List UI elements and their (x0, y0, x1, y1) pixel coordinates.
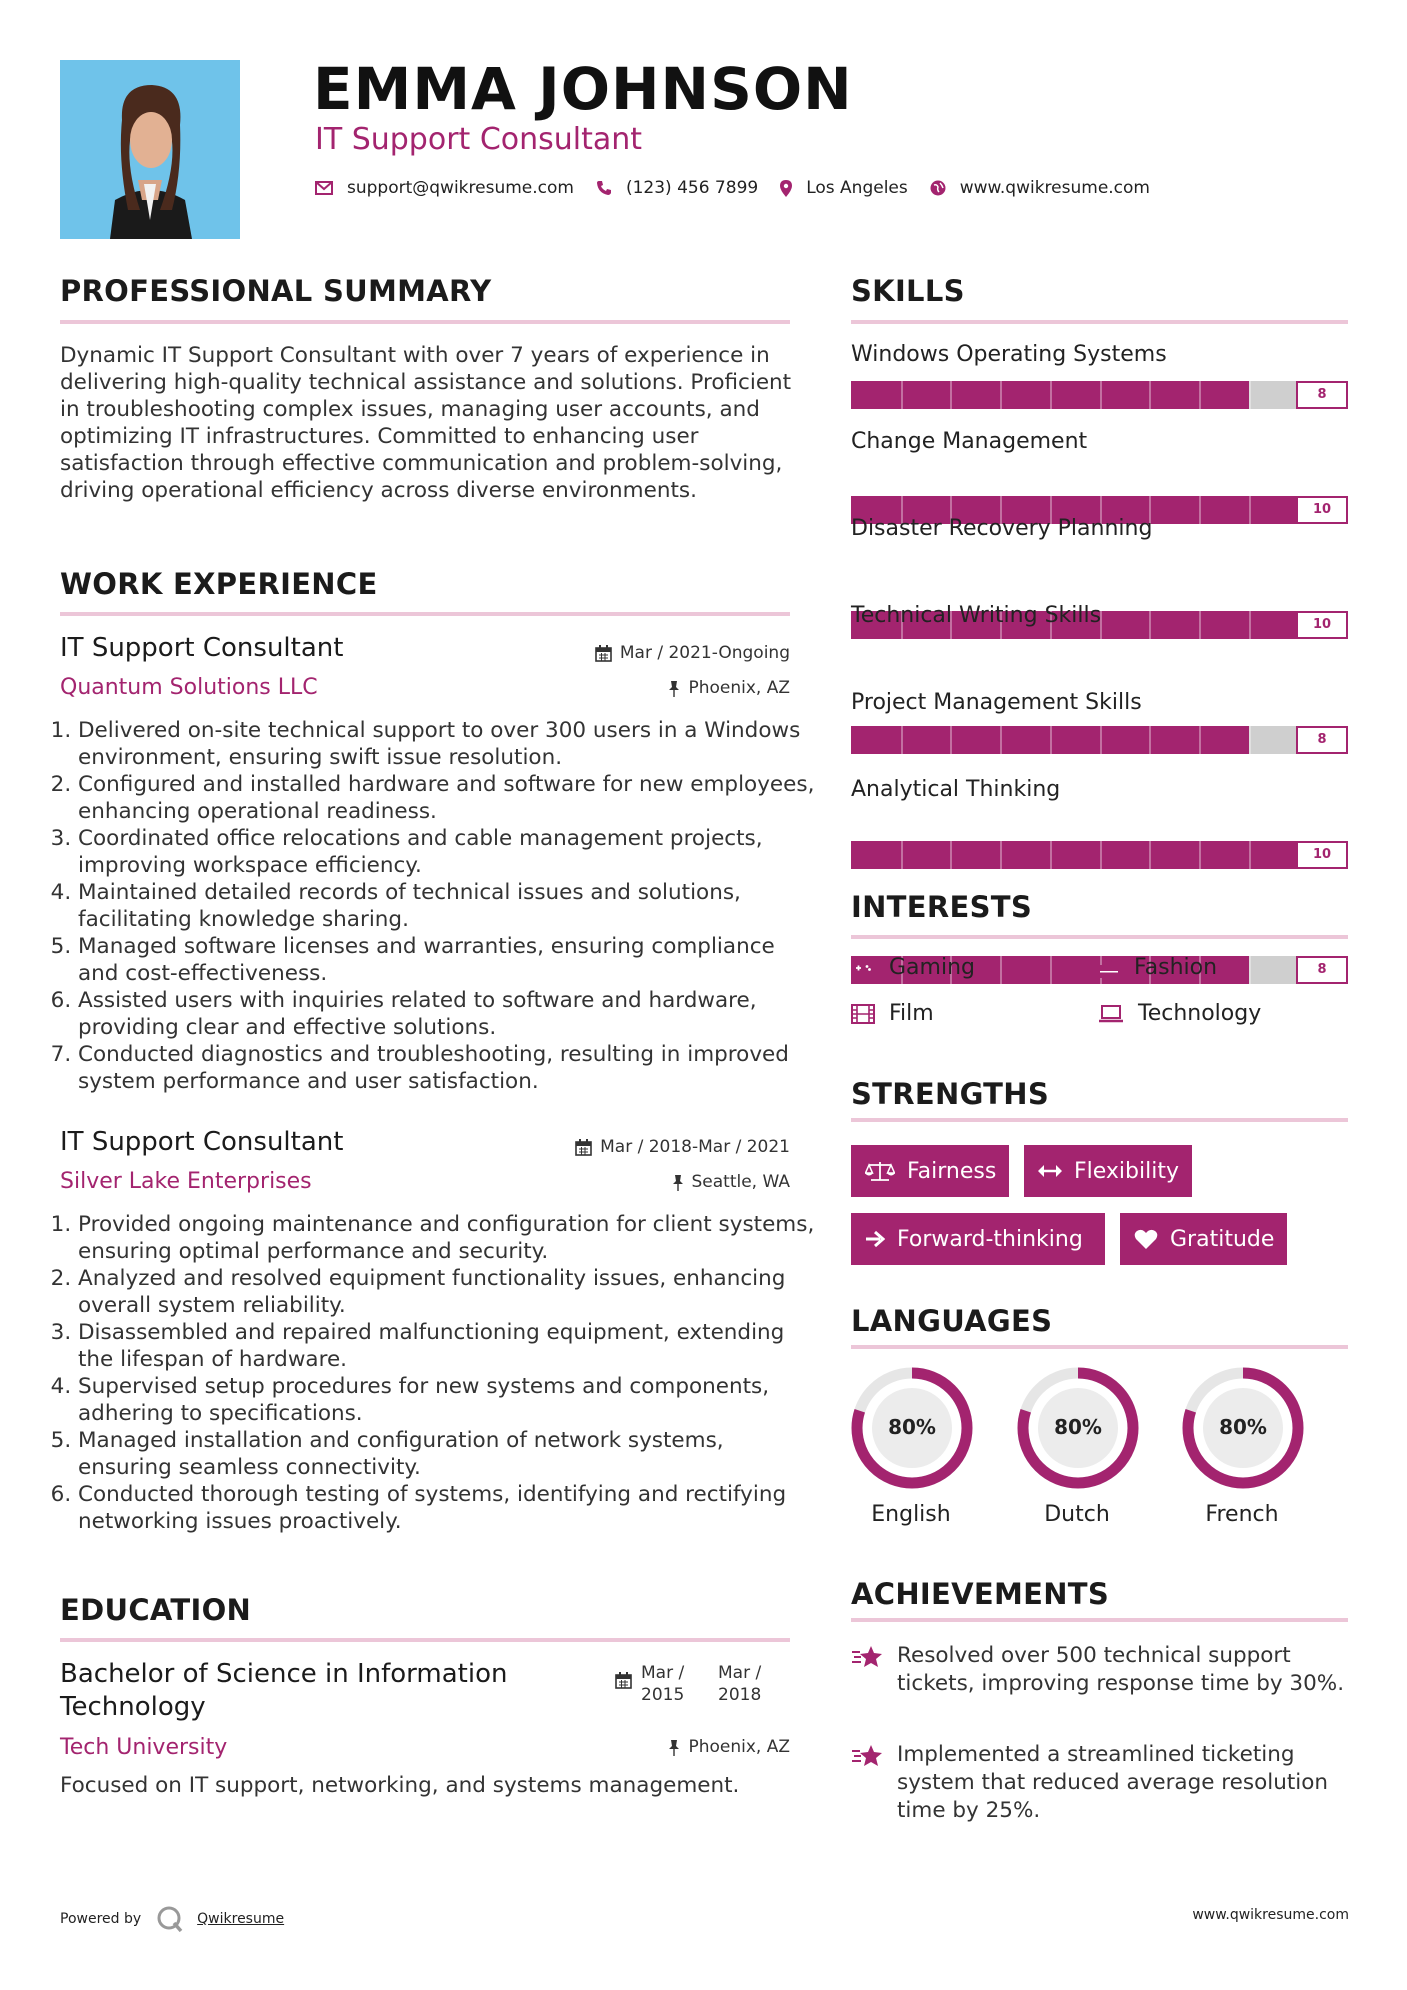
skill-bar-segment (1249, 381, 1251, 409)
skill-bar-segment (1199, 496, 1201, 524)
language-ring (1182, 1367, 1304, 1489)
pushpin-icon (668, 1739, 680, 1756)
skill-bar-segment (1149, 611, 1151, 639)
list-item: 3. Disassembled and repaired malfunctioning equipment, extending the lifespan of hardware. (78, 1319, 818, 1373)
summary-title: PROFESSIONAL SUMMARY (60, 274, 492, 308)
job-title: IT Support Consultant (60, 633, 344, 663)
gamepad-icon (851, 960, 875, 976)
job-dates-text: Mar / 2021-Ongoing (619, 643, 790, 663)
skill-bar-segment (1100, 381, 1102, 409)
skill-bar-segment (1050, 841, 1052, 869)
skill-bar-segment (1199, 841, 1201, 869)
education-title: EDUCATION (60, 1593, 252, 1627)
laptop-icon (1098, 1005, 1124, 1023)
profile-photo (60, 60, 240, 239)
experience-title: WORK EXPERIENCE (60, 567, 378, 601)
footer-website[interactable]: www.qwikresume.com (1192, 1907, 1349, 1923)
start-year: 2015 (641, 1685, 685, 1705)
achievement-text: Implemented a streamlined ticketing system that reduced average resolution time by 25%. (897, 1742, 1329, 1823)
interest-gaming (851, 955, 975, 980)
achievements-title: ACHIEVEMENTS (851, 1577, 1110, 1611)
strength-fairness (851, 1145, 1009, 1197)
skill-bar-segment (1249, 841, 1251, 869)
skill-score: 10 (1296, 841, 1348, 869)
list-item: 3. Coordinated office relocations and cable management projects, improving workspace efficiency. (78, 825, 818, 879)
skill-label: Windows Operating Systems (851, 342, 1167, 367)
language-label: Dutch (1044, 1502, 1110, 1527)
job-dates-text: Mar / 2018-Mar / 2021 (600, 1137, 790, 1157)
skill-bar (851, 381, 1348, 409)
map-pin-icon (780, 180, 792, 197)
skill-score: 10 (1296, 496, 1348, 524)
calendar-icon (615, 1672, 632, 1693)
arrows-horizontal-icon (1038, 1164, 1062, 1178)
list-item: 6. Assisted users with inquiries related to software and hardware, providing clear and effective solutions. (78, 987, 818, 1041)
contact-location: Los Angeles (806, 178, 908, 198)
job-location-text: Phoenix, AZ (688, 678, 790, 698)
education-description: Focused on IT support, networking, and systems management. (60, 1773, 740, 1798)
skill-bar-segment (1249, 496, 1251, 524)
skill-bar-segment (1249, 611, 1251, 639)
end-month: Mar / (718, 1663, 762, 1683)
skill-bar-segment (901, 841, 903, 869)
skill-label: Technical Writing Skills (851, 603, 1102, 628)
end-year: 2018 (718, 1685, 762, 1705)
language-label: French (1205, 1502, 1279, 1527)
section-divider (851, 1345, 1348, 1349)
skill-bar-segment (1050, 381, 1052, 409)
degree-line-2: Technology (60, 1692, 206, 1722)
skill-bar-segment (1199, 381, 1201, 409)
list-item: 5. Managed software licenses and warranties, ensuring compliance and cost-effectiveness. (78, 933, 818, 987)
skill-bar (851, 841, 1348, 869)
footer-brand-link[interactable]: Qwikresume (197, 1911, 285, 1927)
start-month: Mar / (641, 1663, 685, 1683)
skill-label: Disaster Recovery Planning (851, 516, 1153, 541)
achievement-item (851, 1741, 1351, 1825)
list-item: 5. Managed installation and configuration of network systems, ensuring seamless connectivity. (78, 1427, 818, 1481)
strength-gratitude (1120, 1213, 1287, 1265)
skill-score: 8 (1296, 381, 1348, 409)
skill-bar-segment (950, 381, 952, 409)
list-item: 1. Provided ongoing maintenance and configuration for client systems, ensuring optimal performance and security. (78, 1211, 818, 1265)
skill-bar-segment (1249, 726, 1251, 754)
education-location-text: Phoenix, AZ (688, 1737, 790, 1757)
language-percent: 80% (1219, 1415, 1267, 1439)
contact-phone[interactable]: (123) 456 7899 (625, 178, 759, 198)
envelope-icon (315, 181, 333, 195)
skill-bar-segment (1000, 381, 1002, 409)
qwikresume-logo-icon (155, 1904, 185, 1934)
interest-label: Film (889, 1001, 934, 1026)
section-divider (851, 1118, 1348, 1122)
strength-label: Gratitude (1170, 1226, 1275, 1252)
candidate-role: IT Support Consultant (315, 122, 643, 157)
degree-line-1: Bachelor of Science in Information (60, 1659, 508, 1689)
phone-icon (596, 180, 612, 196)
contact-email[interactable]: support@qwikresume.com (347, 178, 574, 198)
strength-forward-thinking (851, 1213, 1105, 1265)
section-divider (60, 320, 790, 324)
job-location (490, 678, 790, 698)
strength-label: Fairness (907, 1158, 997, 1184)
powered-by-text: Powered by (60, 1911, 142, 1927)
list-item: 7. Conducted diagnostics and troubleshooting, resulting in improved system performance and user satisfaction. (78, 1041, 818, 1095)
list-item: 6. Conducted thorough testing of systems, identifying and rectifying networking issues proactively. (78, 1481, 818, 1535)
skill-bar-segment (1000, 956, 1002, 984)
pushpin-icon (668, 680, 680, 697)
globe-icon (930, 180, 946, 196)
contact-website[interactable]: www.qwikresume.com (959, 178, 1150, 198)
skill-bar-segment (1100, 841, 1102, 869)
language-ring (1017, 1367, 1139, 1489)
skill-bar-segment (1149, 841, 1151, 869)
achievement-text: Resolved over 500 technical support tickets, improving response time by 30%. (897, 1643, 1345, 1696)
skill-bar-segment (1100, 726, 1102, 754)
skill-bar (851, 726, 1348, 754)
skill-score: 10 (1296, 611, 1348, 639)
skill-label: Change Management (851, 429, 1088, 454)
education-start-date (641, 1662, 684, 1706)
skill-label: Analytical Thinking (851, 777, 1061, 802)
language-label: English (871, 1502, 951, 1527)
skill-bar-segment (1149, 726, 1151, 754)
company-name: Silver Lake Enterprises (60, 1169, 312, 1194)
skill-score: 8 (1296, 956, 1348, 984)
skill-bar-segment (1199, 726, 1201, 754)
heart-icon (1134, 1229, 1158, 1250)
skill-bar-segment (1050, 956, 1052, 984)
job-bullets (60, 717, 818, 1095)
interest-fashion (1098, 955, 1217, 980)
job-location (490, 1172, 790, 1192)
skill-bar-segment (1050, 726, 1052, 754)
education-end-date (718, 1662, 761, 1706)
interest-label: Gaming (889, 955, 975, 980)
job-dates (490, 643, 790, 663)
interest-film (851, 1001, 934, 1026)
skill-bar-segment (1000, 841, 1002, 869)
skill-bar-segment (1199, 611, 1201, 639)
balance-scale-icon (865, 1160, 895, 1182)
section-divider (60, 1638, 790, 1642)
skill-bar-segment (901, 726, 903, 754)
skill-bar-segment (901, 381, 903, 409)
language-percent: 80% (1054, 1415, 1102, 1439)
skill-bar-segment (950, 726, 952, 754)
strength-label: Flexibility (1074, 1158, 1179, 1184)
section-divider (851, 935, 1348, 939)
skills-title: SKILLS (851, 274, 965, 308)
pushpin-icon (672, 1174, 684, 1191)
footer-brand (60, 1904, 284, 1934)
section-divider (60, 612, 790, 616)
list-item: 4. Maintained detailed records of technical issues and solutions, facilitating knowledge sharing. (78, 879, 818, 933)
candidate-name: EMMA JOHNSON (313, 55, 853, 123)
interests-title: INTERESTS (851, 890, 1033, 924)
skill-bar-segment (1000, 726, 1002, 754)
strength-label: Forward-thinking (897, 1226, 1083, 1252)
section-divider (851, 320, 1348, 324)
interest-label: Technology (1138, 1001, 1262, 1026)
arrow-right-icon (865, 1230, 885, 1248)
education-location (490, 1737, 790, 1757)
languages-title: LANGUAGES (851, 1304, 1053, 1338)
skill-label: Project Management Skills (851, 690, 1142, 715)
calendar-icon (595, 645, 612, 662)
skill-bar-segment (1249, 956, 1251, 984)
section-divider (851, 1618, 1348, 1622)
achievement-item (851, 1642, 1351, 1698)
list-item: 4. Supervised setup procedures for new systems and components, adhering to specifications. (78, 1373, 818, 1427)
language-ring (851, 1367, 973, 1489)
avatar (60, 60, 240, 239)
skill-bar-segment (950, 841, 952, 869)
list-item: 1. Delivered on-site technical support to over 300 users in a Windows environment, ensuring swift issue resolution. (78, 717, 818, 771)
school-name: Tech University (60, 1735, 228, 1760)
language-percent: 80% (888, 1415, 936, 1439)
film-icon (851, 1004, 875, 1024)
summary-text: Dynamic IT Support Consultant with over 7 years of experience in delivering high-quality technical assistance and solutions. Proficient in troubleshooting complex issues, managing user accounts, and optimizing IT infrastructures. Committed to enhancing user satisfaction through effective communication and problem-solving, driving operational efficiency across diverse environments. (60, 343, 792, 503)
company-name: Quantum Solutions LLC (60, 675, 318, 700)
list-item: 2. Configured and installed hardware and software for new employees, enhancing operational readiness. (78, 771, 818, 825)
list-item: 2. Analyzed and resolved equipment functionality issues, enhancing overall system reliability. (78, 1265, 818, 1319)
shooting-star-icon (851, 1743, 883, 1769)
skill-score: 8 (1296, 726, 1348, 754)
job-bullets (60, 1211, 818, 1535)
strengths-title: STRENGTHS (851, 1077, 1050, 1111)
strength-flexibility (1024, 1145, 1192, 1197)
interest-technology (1098, 1001, 1261, 1026)
skill-bar-segment (1149, 381, 1151, 409)
shooting-star-icon (851, 1644, 883, 1670)
job-title: IT Support Consultant (60, 1127, 344, 1157)
calendar-icon (575, 1139, 592, 1156)
interest-label: Fashion (1134, 955, 1218, 980)
job-dates (490, 1137, 790, 1157)
shopping-bag-icon (1098, 957, 1120, 979)
job-location-text: Seattle, WA (691, 1172, 790, 1192)
contact-bar (315, 178, 1172, 198)
